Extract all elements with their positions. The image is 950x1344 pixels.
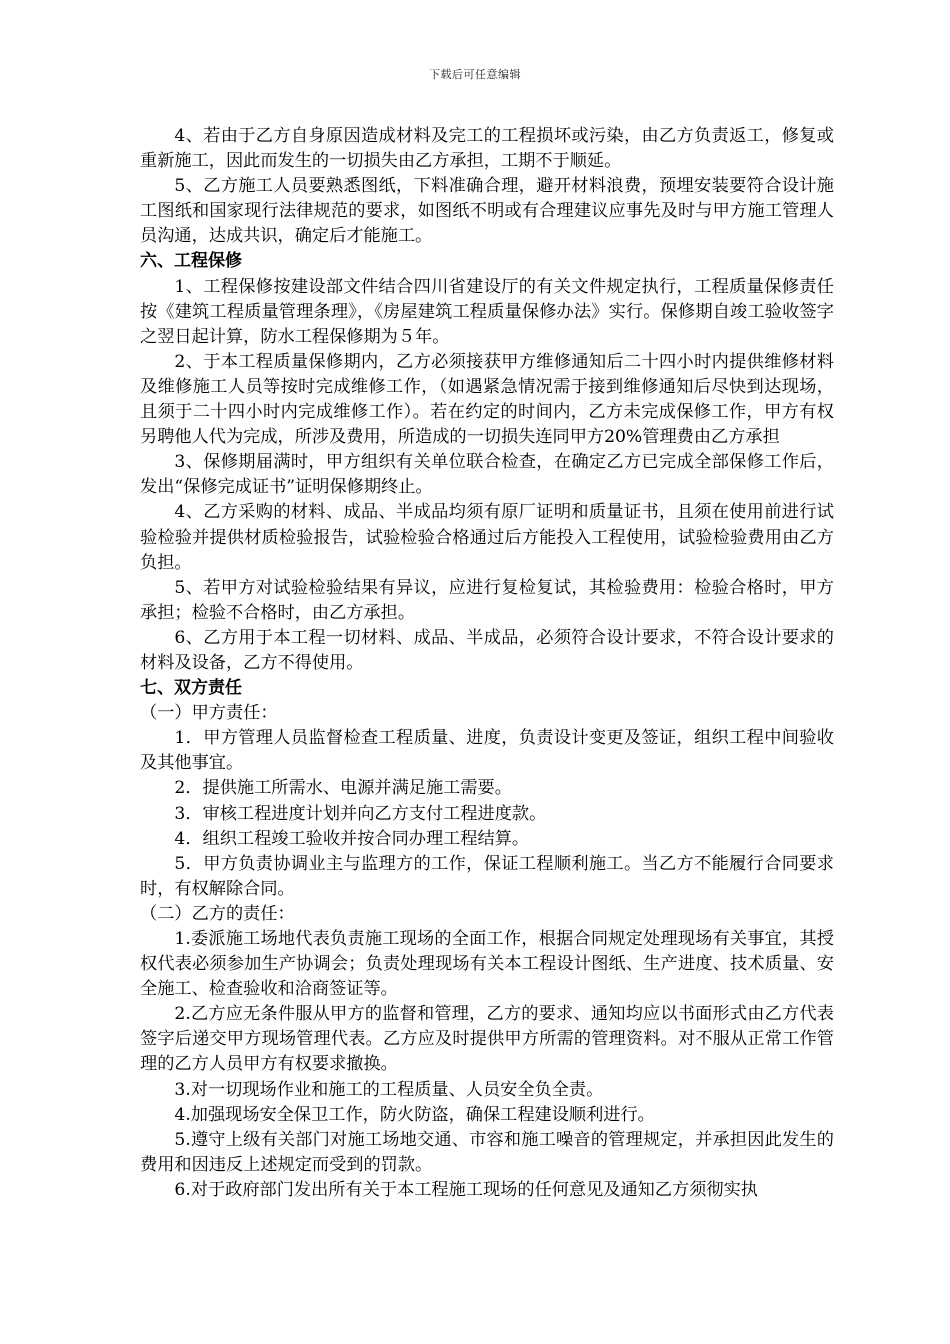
- header-note: 下载后可任意编辑: [429, 68, 521, 81]
- section-7-heading: 七、双方责任: [140, 678, 242, 699]
- clause-5-4: 4、若由于乙方自身原因造成材料及完工的工程损坏或污染，由乙方负责返工，修复或重新施工，因此而发生的一切损失由乙方承担，工期不于顺延。: [140, 126, 834, 172]
- clause-6-1: 1、工程保修按建设部文件结合四川省建设厅的有关文件规定执行，工程质量保修责任按《建筑工程质量管理条理》，《房屋建筑工程质量保修办法》实行。保修期自竣工验收签字之翌日起计算，防水工程保修期为５年。: [140, 276, 834, 347]
- party-b-6: 6.对于政府部门发出所有关于本工程施工现场的任何意见及通知乙方须彻实执: [174, 1179, 758, 1200]
- party-b-4: 4.加强现场安全保卫工作，防火防盗，确保工程建设顺利进行。: [174, 1104, 655, 1125]
- party-a-2: 2．提供施工所需水、电源并满足施工需要。: [174, 778, 512, 799]
- party-a-heading: （一）甲方责任：: [140, 703, 278, 724]
- section-6-heading: 六、工程保修: [140, 251, 242, 272]
- party-a-5: 5．甲方负责协调业主与监理方的工作，保证工程顺利施工。当乙方不能履行合同要求时，有权解除合同。: [140, 853, 834, 899]
- party-a-3: 3．审核工程进度计划并向乙方支付工程进度款。: [174, 803, 547, 824]
- party-b-5: 5.遵守上级有关部门对施工场地交通、市容和施工噪音的管理规定，并承担因此发生的费用和因违反上述规定而受到的罚款。: [140, 1129, 834, 1175]
- clause-6-2: 2、于本工程质量保修期内，乙方必须接获甲方维修通知后二十四小时内提供维修材料及维修施工人员等按时完成维修工作，（如遇紧急情况需于接到维修通知后尽快到达现场，且须于二十四小时内完成维修工作）。若在约定的时间内，乙方未完成保修工作，甲方有权另聘他人代为完成，所涉及费用，所造成的一切损失连同甲方20%管理费由乙方承担: [140, 351, 834, 448]
- party-a-4: 4．组织工程竣工验收并按合同办理工程结算。: [174, 828, 530, 849]
- clause-6-4: 4、乙方采购的材料、成品、半成品均须有原厂证明和质量证书，且须在使用前进行试验检验并提供材质检验报告，试验检验合格通过后方能投入工程使用，试验检验费用由乙方负担。: [140, 502, 834, 573]
- clause-6-5: 5、若甲方对试验检验结果有异议，应进行复检复试，其检验费用：检验合格时，甲方承担；检验不合格时，由乙方承担。: [140, 577, 834, 623]
- clause-5-5: 5、乙方施工人员要熟悉图纸，下料准确合理，避开材料浪费，预埋安装要符合设计施工图纸和国家现行法律规范的要求，如图纸不明或有合理建议应事先及时与甲方施工管理人员沟通，达成共识，确定后才能施工。: [140, 176, 834, 247]
- party-b-2: 2.乙方应无条件服从甲方的监督和管理，乙方的要求、通知均应以书面形式由乙方代表签字后递交甲方现场管理代表。乙方应及时提供甲方所需的管理资料。对不服从正常工作管理的乙方人员甲方有权要求撤换。: [140, 1004, 834, 1075]
- party-b-heading: （二）乙方的责任：: [140, 903, 295, 924]
- party-a-1: 1．甲方管理人员监督检查工程质量、进度，负责设计变更及签证，组织工程中间验收及其他事宜。: [140, 728, 834, 774]
- clause-6-3: 3、保修期届满时，甲方组织有关单位联合检查，在确定乙方已完成全部保修工作后，发出“保修完成证书”证明保修期终止。: [140, 452, 834, 498]
- clause-6-6: 6、乙方用于本工程一切材料、成品、半成品，必须符合设计要求，不符合设计要求的材料及设备，乙方不得使用。: [140, 627, 834, 673]
- document-body: [140, 124, 834, 1203]
- party-b-1: 1.委派施工场地代表负责施工现场的全面工作，根据合同规定处理现场有关事宜，其授权代表必须参加生产协调会；负责处理现场有关本工程设计图纸、生产进度、技术质量、安全施工、检查验收和洽商签证等。: [140, 929, 834, 1000]
- party-b-3: 3.对一切现场作业和施工的工程质量、人员安全负全责。: [174, 1079, 604, 1100]
